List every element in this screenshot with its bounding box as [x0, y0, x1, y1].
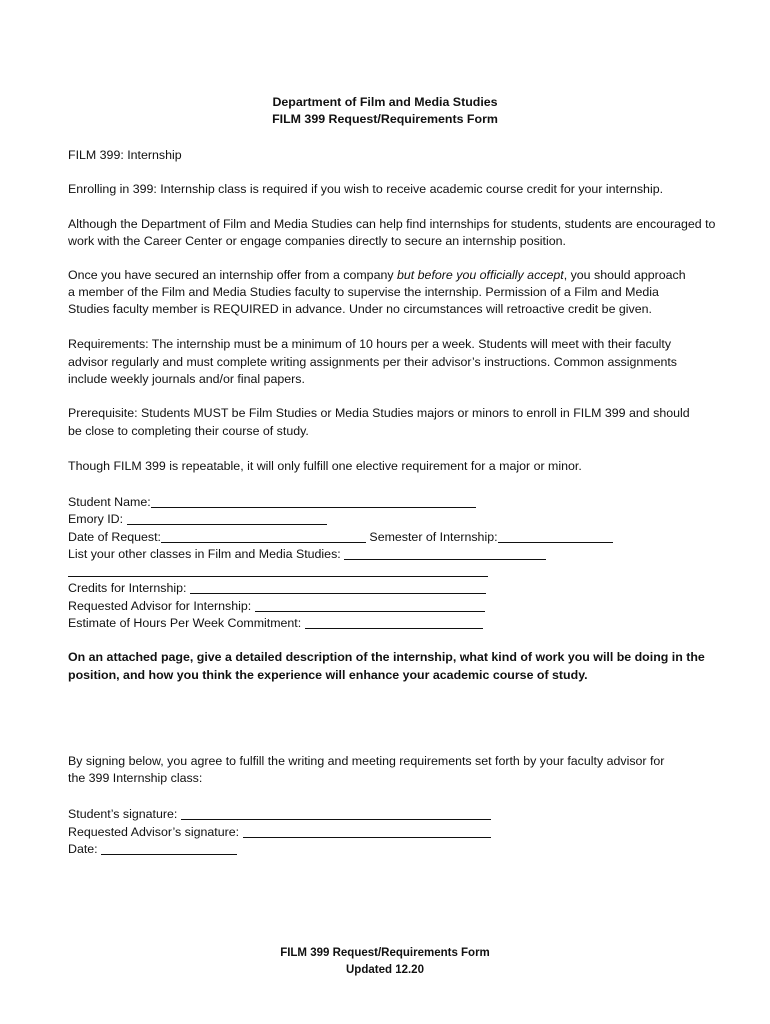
- credits-label: Credits for Internship:: [68, 581, 190, 595]
- student-signature-label: Student’s signature:: [68, 807, 181, 821]
- prerequisite-paragraph-line-2: be close to completing their course of study.: [68, 424, 309, 438]
- enrolling-paragraph: Enrolling in 399: Internship class is required if you wish to receive academic course credit for your internship.: [68, 182, 664, 196]
- once-text-after: , you should approach: [563, 268, 686, 282]
- emory-id-field[interactable]: [127, 511, 327, 525]
- signature-date-label: Date:: [68, 842, 102, 856]
- once-text-before: Once you have secured an internship offer from a company: [68, 268, 397, 282]
- emory-id-label: Emory ID:: [68, 512, 127, 526]
- once-paragraph-line-3: Studies faculty member is REQUIRED in advance. Under no circumstances will retroactive credit be given.: [68, 302, 652, 316]
- agreement-line-1: By signing below, you agree to fulfill the writing and meeting requirements set forth by your faculty advisor for: [68, 754, 665, 768]
- hours-label: Estimate of Hours Per Week Commitment:: [68, 616, 305, 630]
- emory-id-row: [68, 511, 327, 526]
- credits-row: [68, 580, 486, 595]
- although-paragraph-line-2: work with the Career Center or engage companies directly to secure an internship position.: [68, 234, 566, 248]
- once-paragraph-line-2: a member of the Film and Media Studies faculty to supervise the internship. Permission of a Film and Media: [68, 285, 659, 299]
- other-classes-row: [68, 546, 546, 561]
- date-of-request-label: Date of Request:: [68, 530, 161, 544]
- student-name-label: Student Name:: [68, 495, 151, 509]
- signature-date-row: [68, 841, 237, 856]
- once-paragraph-line-1: [68, 268, 686, 282]
- semester-label: Semester of Internship:: [365, 530, 498, 544]
- semester-field[interactable]: [498, 529, 613, 543]
- instruction-line-2: position, and how you think the experience will enhance your academic course of study.: [68, 668, 588, 682]
- once-text-italic: but before you officially accept: [397, 268, 564, 282]
- advisor-field[interactable]: [255, 598, 485, 612]
- date-of-request-field[interactable]: [161, 529, 366, 543]
- other-classes-continuation-field[interactable]: [68, 563, 488, 577]
- instruction-line-1: On an attached page, give a detailed description of the internship, what kind of work you will be doing in the: [68, 650, 705, 664]
- advisor-row: [68, 598, 485, 613]
- student-name-row: [68, 494, 476, 509]
- agreement-line-2: the 399 Internship class:: [68, 771, 203, 785]
- other-classes-label: List your other classes in Film and Media Studies:: [68, 547, 345, 561]
- course-title: FILM 399: Internship: [68, 148, 182, 162]
- other-classes-field[interactable]: [344, 546, 546, 560]
- hours-field[interactable]: [305, 615, 483, 629]
- footer-form-title: FILM 399 Request/Requirements Form: [280, 947, 490, 959]
- signature-date-field[interactable]: [101, 841, 237, 855]
- advisor-signature-label: Requested Advisor’s signature:: [68, 825, 243, 839]
- other-classes-continuation-row: [68, 563, 488, 578]
- advisor-label: Requested Advisor for Internship:: [68, 599, 255, 613]
- although-paragraph-line-1: Although the Department of Film and Media Studies can help find internships for students, students are encouraged to: [68, 217, 716, 231]
- student-signature-row: [68, 806, 491, 821]
- requirements-paragraph-line-1: Requirements: The internship must be a minimum of 10 hours per a week. Students will meet with their faculty: [68, 337, 672, 351]
- footer-updated: Updated 12.20: [346, 964, 424, 976]
- date-semester-row: [68, 529, 613, 544]
- repeatable-paragraph: Though FILM 399 is repeatable, it will only fulfill one elective requirement for a major or minor.: [68, 459, 582, 473]
- student-signature-field[interactable]: [181, 806, 491, 820]
- prerequisite-paragraph-line-1: Prerequisite: Students MUST be Film Studies or Media Studies majors or minors to enroll in FILM 399 and should: [68, 406, 690, 420]
- credits-field[interactable]: [190, 580, 486, 594]
- requirements-paragraph-line-3: include weekly journals and/or final papers.: [68, 372, 305, 386]
- advisor-signature-row: [68, 824, 491, 839]
- form-title: FILM 399 Request/Requirements Form: [272, 112, 498, 126]
- advisor-signature-field[interactable]: [243, 824, 491, 838]
- requirements-paragraph-line-2: advisor regularly and must complete writing assignments per their advisor’s instructions. Common assignments: [68, 355, 678, 369]
- department-title: Department of Film and Media Studies: [272, 95, 498, 109]
- hours-row: [68, 615, 483, 630]
- student-name-field[interactable]: [151, 494, 476, 508]
